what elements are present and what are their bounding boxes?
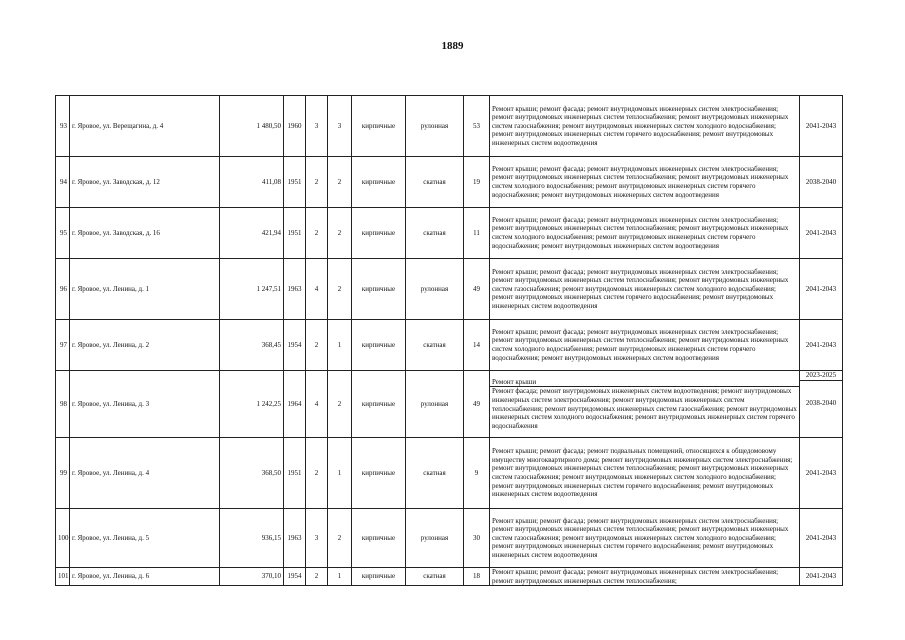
row-floors: 4: [306, 371, 328, 438]
row-period: 2041-2043: [800, 320, 843, 371]
row-area: 368,45: [220, 320, 284, 371]
table-row: [56, 568, 843, 586]
row-period: 2038-2040: [800, 157, 843, 208]
table-row: [56, 96, 843, 157]
table-row: [56, 259, 843, 320]
row-works: Ремонт крыши; ремонт фасада; ремонт внутридомовых инженерных систем электроснабжения; ремонт внутридомовых инженерных систем теплоснабжения; ремонт внутридомовых инженерных систем холодного водоснабжения; ремонт внутридомовых инженерных систем горячего водоснабжения; ремонт внутридомовых инженерных систем водоотведения: [490, 157, 800, 208]
row-floors: 2: [306, 438, 328, 509]
row-year: 1951: [284, 157, 306, 208]
row-area: 936,15: [220, 509, 284, 568]
row-apartments: 19: [464, 157, 490, 208]
row-entrances: 1: [328, 568, 352, 586]
row-address: г. Яровое, ул. Ленина, д. 3: [70, 371, 220, 438]
row-address: г. Яровое, ул. Ленина, д. 6: [70, 568, 220, 586]
row-year: 1951: [284, 438, 306, 509]
row-year: 1951: [284, 208, 306, 259]
row-number: 93: [56, 96, 70, 157]
row-address: г. Яровое, ул. Заводская, д. 12: [70, 157, 220, 208]
row-works-first: Ремонт крыши: [490, 378, 799, 388]
row-floors: 2: [306, 320, 328, 371]
row-entrances: 3: [328, 96, 352, 157]
row-wall-material: кирпичные: [352, 320, 406, 371]
table-row: [56, 320, 843, 371]
row-address: г. Яровое, ул. Заводская, д. 16: [70, 208, 220, 259]
row-period: 2041-2043: [800, 438, 843, 509]
row-area: 370,10: [220, 568, 284, 586]
row-wall-material: кирпичные: [352, 371, 406, 438]
row-wall-material: кирпичные: [352, 208, 406, 259]
row-address: г. Яровое, ул. Верещагина, д. 4: [70, 96, 220, 157]
row-period: 2041-2043: [800, 96, 843, 157]
table-row: [56, 208, 843, 259]
row-number: 98: [56, 371, 70, 438]
row-entrances: 1: [328, 438, 352, 509]
row-roof-type: рулонная: [406, 509, 464, 568]
row-area: 368,50: [220, 438, 284, 509]
row-entrances: 1: [328, 320, 352, 371]
row-apartments: 9: [464, 438, 490, 509]
row-wall-material: кирпичные: [352, 438, 406, 509]
row-floors: 2: [306, 157, 328, 208]
row-works: Ремонт крыши; ремонт фасада; ремонт внутридомовых инженерных систем электроснабжения; ремонт внутридомовых инженерных систем теплоснабжения; ремонт внутридомовых инженерных систем газоснабжения; ремонт внутридомовых инженерных систем холодного водоснабжения; ремонт внутридомовых инженерных систем горячего водоснабжения; ремонт внутридомовых инженерных систем водоотведения: [490, 96, 800, 157]
row-wall-material: кирпичные: [352, 509, 406, 568]
row-number: 97: [56, 320, 70, 371]
row-address: г. Яровое, ул. Ленина, д. 1: [70, 259, 220, 320]
row-works: Ремонт крыши; ремонт фасада; ремонт внутридомовых инженерных систем электроснабжения; ремонт внутридомовых инженерных систем теплоснабжения; ремонт внутридомовых инженерных систем холодного водоснабжения; ремонт внутридомовых инженерных систем горячего водоснабжения; ремонт внутридомовых инженерных систем водоотведения: [490, 208, 800, 259]
row-address: г. Яровое, ул. Ленина, д. 5: [70, 509, 220, 568]
row-period: [800, 371, 843, 438]
row-year: 1954: [284, 320, 306, 371]
row-period: 2041-2043: [800, 259, 843, 320]
row-period: 2041-2043: [800, 509, 843, 568]
row-number: 96: [56, 259, 70, 320]
row-works: Ремонт крыши; ремонт фасада; ремонт подвальных помещений, относящихся к общедомовому имуществу многоквартирного дома; ремонт внутридомовых инженерных систем электроснабжения; ремонт внутридомовых инженерных систем теплоснабжения; ремонт внутридомовых инженерных систем газоснабжения; ремонт внутридомовых инженерных систем холодного водоснабжения; ремонт внутридомовых инженерных систем горячего водоснабжения; ремонт внутридомовых инженерных систем водоотведения: [490, 438, 800, 509]
row-area: 1 247,51: [220, 259, 284, 320]
row-address: г. Яровое, ул. Ленина, д. 2: [70, 320, 220, 371]
row-year: 1964: [284, 371, 306, 438]
row-year: 1954: [284, 568, 306, 586]
table-row: [56, 438, 843, 509]
row-roof-type: скатная: [406, 208, 464, 259]
page-number: 1889: [441, 40, 464, 52]
row-roof-type: скатная: [406, 320, 464, 371]
row-number: 100: [56, 509, 70, 568]
row-works-rest: Ремонт фасада; ремонт внутридомовых инженерных систем водоотведения; ремонт внутридомовых инженерных систем электроснабжения; ремонт внутридомовых инженерных систем теплоснабжения; ремонт внутридомовых инженерных систем газоснабжения; ремонт внутридомовых инженерных систем холодного водоснабжения; ремонт внутридомовых инженерных систем горячего водоснабжения: [492, 387, 797, 430]
row-apartments: 53: [464, 96, 490, 157]
row-number: 94: [56, 157, 70, 208]
row-entrances: 2: [328, 509, 352, 568]
row-number: 101: [56, 568, 70, 586]
row-year: 1960: [284, 96, 306, 157]
row-roof-type: скатная: [406, 157, 464, 208]
row-floors: 2: [306, 208, 328, 259]
row-wall-material: кирпичные: [352, 96, 406, 157]
row-area: 421,94: [220, 208, 284, 259]
row-apartments: 11: [464, 208, 490, 259]
row-apartments: 14: [464, 320, 490, 371]
row-number: 95: [56, 208, 70, 259]
row-works: Ремонт крыши; ремонт фасада; ремонт внутридомовых инженерных систем электроснабжения; ремонт внутридомовых инженерных систем теплоснабжения; ремонт внутридомовых инженерных систем холодного водоснабжения; ремонт внутридомовых инженерных систем горячего водоснабжения; ремонт внутридомовых инженерных систем водоотведения: [490, 320, 800, 371]
row-area: 1 242,25: [220, 371, 284, 438]
row-wall-material: кирпичные: [352, 157, 406, 208]
row-wall-material: кирпичные: [352, 568, 406, 586]
row-address: г. Яровое, ул. Ленина, д. 4: [70, 438, 220, 509]
row-period: 2041-2043: [800, 568, 843, 586]
row-period: 2041-2043: [800, 208, 843, 259]
table-row: [56, 509, 843, 568]
row-floors: 3: [306, 96, 328, 157]
row-floors: 4: [306, 259, 328, 320]
row-period-rest: 2038-2040: [805, 398, 837, 407]
row-roof-type: рулонная: [406, 259, 464, 320]
housing-repair-table: [55, 95, 843, 586]
row-roof-type: скатная: [406, 438, 464, 509]
row-works: [490, 371, 800, 438]
row-year: 1963: [284, 259, 306, 320]
row-apartments: 30: [464, 509, 490, 568]
row-entrances: 2: [328, 157, 352, 208]
row-roof-type: рулонная: [406, 371, 464, 438]
table-row: [56, 157, 843, 208]
row-works: Ремонт крыши; ремонт фасада; ремонт внутридомовых инженерных систем электроснабжения; ремонт внутридомовых инженерных систем теплоснабжения;: [490, 568, 800, 586]
row-year: 1963: [284, 509, 306, 568]
row-number: 99: [56, 438, 70, 509]
row-entrances: 2: [328, 259, 352, 320]
row-works: Ремонт крыши; ремонт фасада; ремонт внутридомовых инженерных систем электроснабжения; ремонт внутридомовых инженерных систем теплоснабжения; ремонт внутридомовых инженерных систем газоснабжения; ремонт внутридомовых инженерных систем холодного водоснабжения; ремонт внутридомовых инженерных систем горячего водоснабжения; ремонт внутридомовых инженерных систем водоотведения: [490, 259, 800, 320]
row-entrances: 2: [328, 371, 352, 438]
row-floors: 3: [306, 509, 328, 568]
row-apartments: 18: [464, 568, 490, 586]
table-body: [56, 96, 843, 586]
row-floors: 2: [306, 568, 328, 586]
row-roof-type: скатная: [406, 568, 464, 586]
row-area: 411,08: [220, 157, 284, 208]
row-entrances: 2: [328, 208, 352, 259]
row-roof-type: рулонная: [406, 96, 464, 157]
row-wall-material: кирпичные: [352, 259, 406, 320]
row-apartments: 49: [464, 259, 490, 320]
row-apartments: 49: [464, 371, 490, 438]
table-row: [56, 371, 843, 438]
row-works: Ремонт крыши; ремонт фасада; ремонт внутридомовых инженерных систем электроснабжения; ремонт внутридомовых инженерных систем теплоснабжения; ремонт внутридомовых инженерных систем газоснабжения; ремонт внутридомовых инженерных систем холодного водоснабжения; ремонт внутридомовых инженерных систем горячего водоснабжения; ремонт внутридомовых инженерных систем водоотведения: [490, 509, 800, 568]
row-period-first: 2023-2025: [800, 371, 842, 381]
row-area: 1 480,50: [220, 96, 284, 157]
